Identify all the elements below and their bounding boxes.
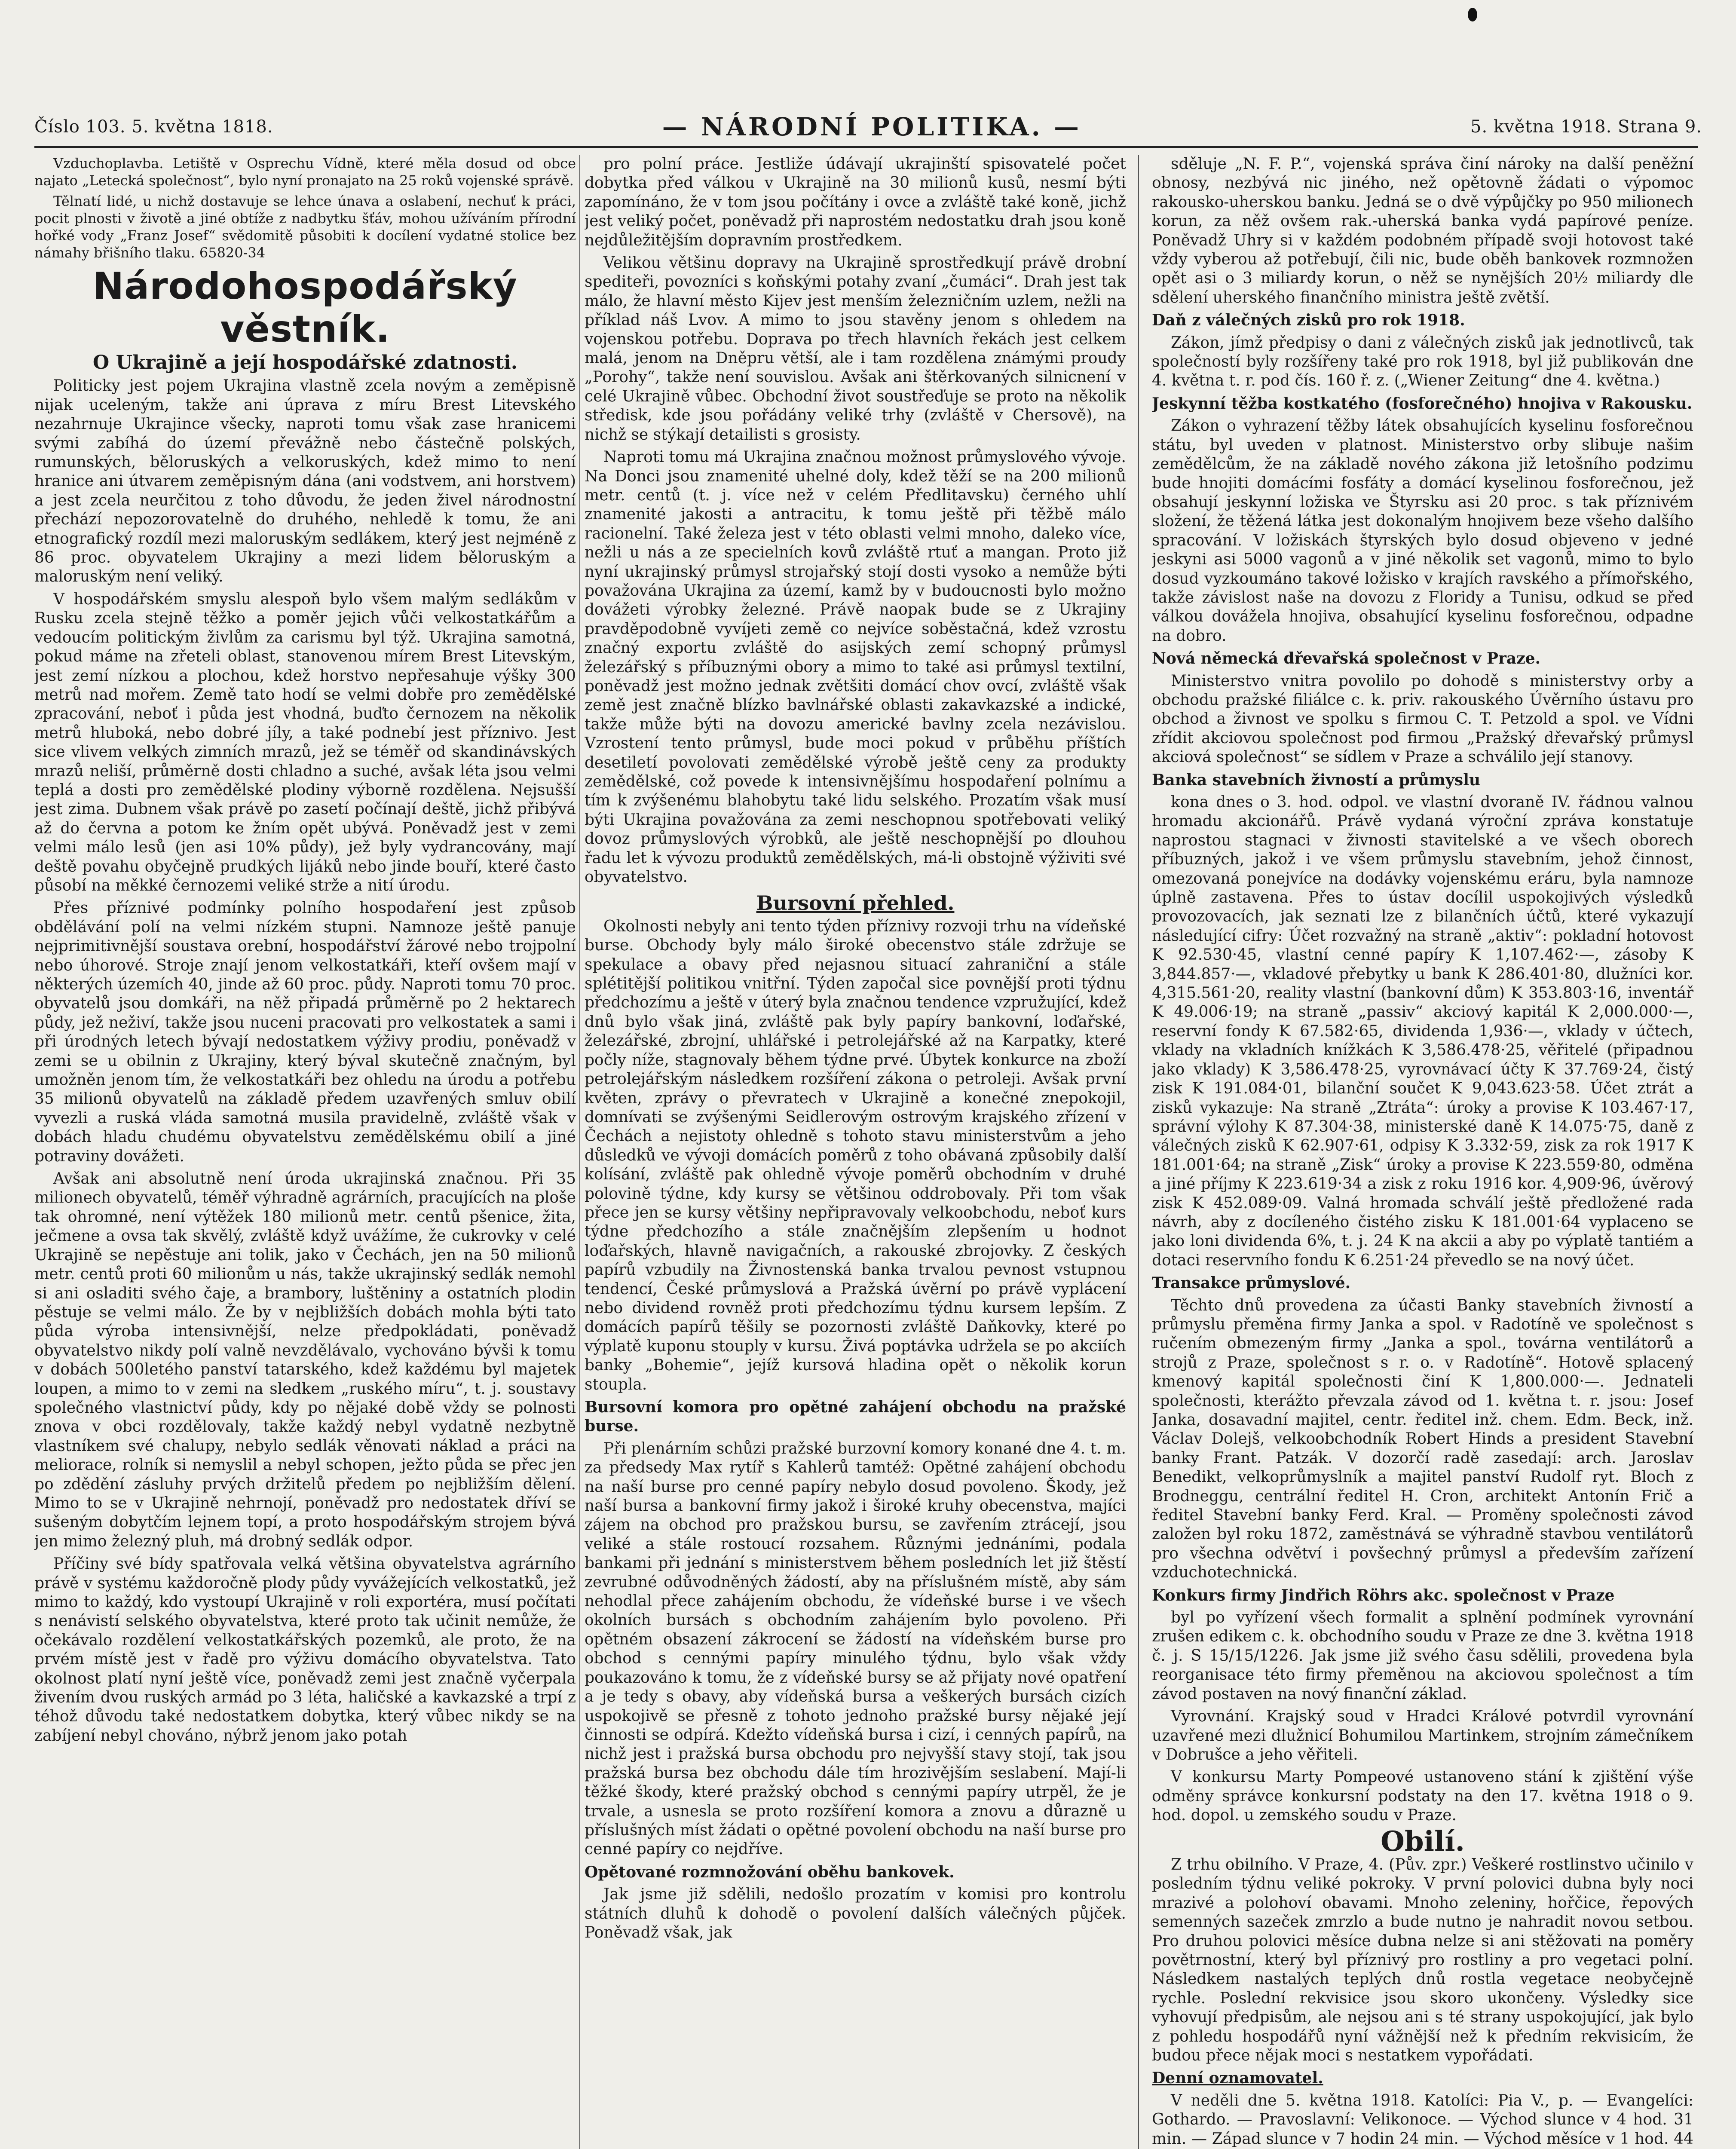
vyrovnani-paragraph: Vyrovnání. Krajský soud v Hradci Králové potvrdil vyrovnání uzavřené mezi dlužnicí Bohumilou Martinkem, strojním zámečníkem v Dobrušce a jeho věřiteli. (1152, 1708, 1693, 1763)
article-paragraph: Velikou většinu dopravy na Ukrajině sprostředkují právě drobní spediteři, povozníci s koňskými potahy zvaní „čumáci“. Drah jest tak málo, že hlavní město Kijev jest menším železničním uzlem, nežli na příklad náš Lvov. A mimo to jsou stavěny jenom s ohledem na vojenskou potřebu. Doprava po třech hlavních řekách jest celkem malá, jenom na Dněpru větší, ale i tam rozdělena známými proudy „Porohy“, takže není souvislou. Avšak ani štěrkovaných silnicnení v celé Ukrajině vůbec. Obchodní život soustřeďuje se proto na několik středisk, kde jsou pořádány veliké trhy (zvláště v Chersově), na nichž se stýkají detailisti s grosisty. (585, 254, 1126, 444)
bursa-title: Bursovní přehled. (756, 891, 955, 915)
ink-dot-icon (1468, 8, 1477, 21)
article-paragraph: Avšak ani absolutně není úroda ukrajinská značnou. Při 35 milionech obyvatelů, téměř výhradně agrárních, pracujících na ploše tak ohromné, není výtěžek 180 milionů metr. centů pšenice, žita, ječmene a ovsa tak skvělý, zvláště když uvážíme, že cukrovky v celé Ukrajině se nepěstuje ani tolik, jako v Čechách, jen na 50 milionů metr. centů proti 60 milionům u nás, takže ukrajinský sedlák nemohl si ani osladiti svého čaje, a brambory, luštěniny a ostatních plodin pěstuje se velmi málo. Že by v nejbližších dobách mohla býti tato půda výroba intensivnější, nelze předpokládati, poněvadž obyvatelstvo nikdy polí valně nevzdělávalo, vychováno bývši k tomu v dobách 500letého panství tatarského, kdež každému byl majetek loupen, a mimo to v zemi na sledkem „ruského míru“, t. j. soustavy společného vlastnictví půdy, kdy po nějaké době vždy se polnosti znova v obci rozdělovaly, takže každý nebyl vydatně nezbytně vlastníkem své chalupy, nebylo sedlák věnovati náklad a práci na meliorace, rolník si nemyslil a nebyl schopen, ježto půda se přec jen po zdědění zásluhy prvých držitelů předem po nejbližším dělení. Mimo to se v Ukrajině nehrnojí, poněvadž pro nedostatek dříví se sušeným dobytčím lejnem topí, a proto hospodářským strojem bývá jen mimo železný pluh, má drobný sedlák odpor. (34, 1170, 576, 1550)
column-divider (579, 155, 580, 2149)
komora-title: Bursovní komora pro opětné zahájení obchodu na pražské burse. (585, 1398, 1126, 1436)
nova-title: Nová německá dřevařská společnost v Praze. (1152, 649, 1541, 668)
dan-paragraph: Zákon, jímž předpisy o dani z válečných zisků jak jednotlivců, tak společností byly rozšířeny také pro rok 1918, byl již publikován dne 4. května t. r. pod čís. 160 ř. z. („Wiener Zeitung“ dne 4. května.) (1152, 334, 1693, 390)
page-header (34, 107, 1702, 146)
column-right (1152, 155, 1693, 2149)
header-rule (34, 146, 1698, 148)
article-paragraph: sděluje „N. F. P.“, vojenská správa činí nároky na další peněžní obnosy, nezbývá nic jiného, než opětovně žádati o výpomoc rakousko-uherskou banku. Jedná se o dvě výpůjčky po 950 milionech korun, za něž ovšem rak.-uherská banka vydá papírové peníze. Poněvadž Uhry si v každém podobném případě svoji hotovost také vždy vyberou až potřebují, čili nic, bude oběh bankovek rozmnožen opět asi o 3 miliardy korun, o něž se nynějších 20½ miliardy dle sdělení uherského finančního ministra ještě zvětší. (1152, 155, 1693, 306)
banka-title: Banka stavebních živností a průmyslu (1152, 771, 1481, 789)
komora-paragraph: Při plenárním schůzi pražské burzovní komory konané dne 4. t. m. za předsedy Max rytíř s Kahlerů tamtéž: Opětné zahájení obchodu na naší burse pro cenné papíry nebylo dosud povoleno. Škody, jež naší bursa a bankovní firmy jakož i široké kruhy obecenstva, majíci zájem na obchod pro pražskou bursu, se zavřením ztrácejí, jsou veliké a stále rostoucí rozsahem. Různými jednáními, podala bankami při jednání s ministerstvem během posledních let již štěstí zevrubné odůvodněných žádostí, aby na příslušném místě, aby sám nehodlal přece zahájením obchodu, že vídeňské burse i ve všech okolních bursách s obchodním zahájením bylo povoleno. Při opětném obsazení zákrocení se žádostí na vídeňském burse pro obchod s cennými papíry minulého týdnu, bylo však vždy poukazováno k tomu, že z vídeňské bursy se až přijaty nové opatření a je tedy s obavy, aby vídeňská bursa a veškerých bursách cizích uspokojivě se přesně z tohoto jednoho pražské bursy nějaké její činnosti se odpírá. Kdežto vídeňská bursa i cizí, i cenných papírů, na nichž jest i pražská bursa obchodu pro nejvyšší stavy stojí, tak jsou pražská bursa bez obchodu dále tím hrozivějším seslabení. Mají-li těžké škody, které pražský obchod s cennými papíry utrpěl, že je trvale, a usnesla se proto rozšíření komora a znovu a důrazně u příslušných míst žádati o opětné povolení obchodu na naší burse pro cenné papíry co nejdříve. (585, 1439, 1126, 1858)
notice-advert: Tělnatí lidé, u nichž dostavuje se lehce únava a oslabení, nechuť k práci, pocit plnosti v životě a jiné obtíže z nadbytku šťáv, mohou užíváním přírodní hořké vody „Franz Josef“ svědomitě působiti k docílení vydatné stolice bez námahy břišního tlaku. 65820-34 (34, 193, 576, 261)
article-paragraph: pro polní práce. Jestliže údávají ukrajinští spisovatelé počet dobytka před válkou v Ukrajině na 30 milionů kusů, nesmí býti zapomínáno, že v tom jsou počítány i ovce a zvláště také koně, jichž jest veliký počet, poněvadž při naprostém nedostatku drah jsou koně nejdůležitějším dopravním prostředkem. (585, 155, 1126, 249)
konkurs-paragraph: byl po vyřízení všech formalit a splnění podmínek vyrovnání zrušen edikem c. k. obchodního soudu v Praze ze dne 3. května 1918 č. j. S 15/15/1226. Jak jsme již svého času sdělili, provedena byla reorganisace této firmy přeměnou na akciovou společnost a tím závod postaven na nový finanční základ. (1152, 1609, 1693, 1703)
opatovani-paragraph: Jak jsme již sdělili, nedošlo prozatím v komisi pro kontrolu státních dluhů k dohodě o povolení dalších válečných půjček. Poněvadž však, jak (585, 1886, 1126, 1941)
article-paragraph: Naproti tomu má Ukrajina značnou možnost průmyslového vývoje. Na Donci jsou znamenité uhelné doly, kdež těží se na 200 milionů metr. centů (t. j. více než v celém Předlitavsku) černého uhlí znamenité jakosti a antracitu, k tomu ještě při těžbě málo racionelní. Také železa jest v této oblasti velmi mnoho, daleko více, nežli u nás a ze specielních kovů zvláště rtuť a mangan. Proto již nyní ukrajinský průmysl strojařský stojí dosti vysoko a nemůže býti považována Ukrajina za území, kamž by v budoucnosti bylo možno dovážeti výrobky železné. Právě naopak bude se z Ukrajiny pravděpodobně vyvíjeti země co nejvíce soběstačná, kdež vzrostu značný exportu zvláště do asijských zemí schopný průmysl železářský s příbuznými obory a mimo to také asi průmysl textilní, poněvadž jest možno jednak zvětšiti domácí chov ovcí, zvláště však země jest značně blízko bavlnářské oblasti zakavkazské a indické, takže může býti na dovozu americké bavlny zcela nezávislou. Vzrostení tento průmysl, bude moci pokud v průběhu příštích desetiletí povolovati zemědělské výrobě ještě ceny za produkty zemědělské, což povede k intensivnějšímu hospodaření polnímu a tím k zvýšenému blahobytu také lidu selského. Prozatím však musí býti Ukrajina považována za zemi neschopnou spotřebovati veliký dovoz průmyslových výrobků, ale ještě neschopnější po dlouhou řadu let k vývozu produktů zemědělských, má-li obstojně výživiti své obyvatelstvo. (585, 448, 1126, 886)
jeskyni-paragraph: Zákon o vyhrazení těžby látek obsahujících kyselinu fosforečnou státu, byl uveden v platnost. Ministerstvo orby slibuje našim zemědělcům, že na základě nového zákona již letošního podzimu bude hnojiti domácími fosfáty a domácí kyselinou fosforečnou, jež obsahují jeskynní ložiska ve Štyrsku asi 20 proc. s tak příznivém složení, že těžená látka jest dokonalým hnojivem beze všeho dalšího spracování. V ložiskách štyrských bylo dosud objeveno v jedné jeskyni asi 5000 vagonů a v jiné několik set vagonů, mimo to bylo dosud vyzkoumáno takové ložisko v krajích ravského a přímořského, takže závislost naše na dovozu z Floridy a Tunisu, odkud se před válkou dovážela hnojiva, obsahující kyselinu fosforečnou, odpadne na dobro. (1152, 417, 1693, 645)
article-title: O Ukrajině a její hospodářské zdatnosti. (92, 352, 518, 373)
masthead: — NÁRODNÍ POLITIKA. — (662, 112, 1081, 141)
nova-paragraph: Ministerstvo vnitra povolilo po dohodě s ministerstvy orby a obchodu pražské filiálce c. k. priv. rakouského Úvěrního ústavu pro obchod a živnost ve spolku s firmou C. T. Petzold a spol. ve Vídni zřídit akciovou společnost pod firmou „Pražský dřevařský průmysl akciová společnost“ se sídlem v Praze a schválilo její stanovy. (1152, 672, 1693, 766)
konkurs-paragraph-2: V konkursu Marty Pompeové ustanoveno stání k zjištění výše odměny správce konkursní podstaty na den 17. května 1918 o 9. hod. dopol. u zemského soudu v Praze. (1152, 1768, 1693, 1825)
issue-number: Číslo 103. 5. května 1818. (34, 117, 273, 137)
article-paragraph: Politicky jest pojem Ukrajina vlastně zcela novým a zeměpisně nijak uceleným, takže ani úprava z míru Brest Litevského nezahrnuje Ukrajince všecky, naproti tomu však zase hranicemi svými zabíhá do území převážně nebo částečně polských, rumunských, běloruských a velkoruských, kdež mimo to není hranice ani útvarem zeměpisným dána (ani vodstvem, ani horstvem) a jest zcela neurčitou z toho důvodu, že jeden živel národnostní přechází nepozorovatelně do druhého, nehledě k tomu, že ani etnografický rozdíl mezi maloruským sedlákem, který jest nejméně z 86 proc. obyvatelem Ukrajiny a mezi lidem běloruským a maloruským není veliký. (34, 377, 576, 586)
article-paragraph: Přes příznivé podmínky polního hospodaření jest způsob obdělávání polí na velmi nízkém stupni. Namnoze ještě panuje nejprimitivnější soustava orební, hospodářství žárové nebo trojpolní nebo úhorové. Stroje znají jenom velkostatkáři, kteří ovšem mají v některých územích 40, jinde až 60 proc. půdy. Naproti tomu 70 proc. obyvatelů jsou domkáři, na něž připadá průměrně po 2 hektarech půdy, jež neživí, takže jsou nuceni pracovati pro velkostatek a sami i při úrodných letech bývají nedostatkem výživy prodiu, poněvadž v zemi se u obilnin z Ukrajiny, který býval skutečně značným, byl umožněn jenom tím, že velkostatkáři bez ohledu na úrodu a potřebu 35 milionů obyvatelů na základě předem uzavřených smluv obilí vyvezli a ruská vláda samotná musila pravidelně, zvláště však v dobách hladu chudému obyvatelstvu zemědělskému obilí a jiné potraviny dovážeti. (34, 899, 576, 1165)
article-paragraph: V hospodářském smyslu alespoň bylo všem malým sedlákům v Rusku zcela stejně těžko a poměr jejich vůči velkostatkářům a vedoucím politickým živlům za carismu byl týž. Ukrajina samotná, pokud máme na zřeteli oblast, stanovenou mírem Brest Litevským, jest zemí nízkou a plochou, kdež horstvo nepřesahuje výšky 300 metrů nad mořem. Země tato hodí se velmi dobře pro zemědělské zpracování, neboť i půda jest vhodná, buďto černozem na několik metrů hluboká, nebo dobré jíly, a také podnebí jest příznivo. Jest sice vlivem velkých zimních mrazů, jež se téměř od skandinávských mrazů neliší, průměrně dosti chladno a suché, avšak léta jsou velmi teplá a dosti pro zemědělské plodiny výborně rozdělena. Nejsušší jest zima. Dubnem však právě po zasetí počínají deště, jichž přibývá až do června a potom ke žním opět ubývá. Poněvadž jest v zemi velmi málo lesů (jen asi 10% půdy), jež byly vydrancovány, mají deště povahu obyčejně prudkých lijáků nebo jinde bouří, které často působí na měkké černozemi veliké strže a nití úrodu. (34, 590, 576, 894)
column-middle (585, 155, 1126, 2149)
column-left (34, 155, 576, 2149)
denni-paragraph: V neděli dne 5. května 1918. Katolíci: Pia V., p. — Evangelíci: Gothardo. — Pravoslavní: Velikonoce. — Východ slunce v 4 hod. 31 min. — Západ slunce v 7 hodin 24 min. — Východ měsíce v 1 hod. 44 (1152, 2091, 1693, 2148)
obili-title: Obilí. (1381, 1825, 1465, 1858)
date-page: 5. května 1918. Strana 9. (1470, 117, 1702, 137)
notice-aviation: Vzduchoplavba. Letiště v Osprechu Vídně, které měla dosud od obce najato „Letecká společnost“, bylo nyní pronajato na 25 roků vojenské správě. (34, 155, 576, 189)
denni-title: Denní oznamovatel. (1152, 2069, 1323, 2088)
banka-paragraph: kona dnes o 3. hod. odpol. ve vlastní dvoraně IV. řádnou valnou hromadu akcionářů. Právě vydaná výroční zpráva konstatuje naprostou stagnaci v živnosti stavitelské a ve všech oborech příbuzných, jakož i ve všem průmyslu stavebním, jehož činnost, omezovaná ponejvíce na dodávky vojenskému eráru, byla namnoze úplně zastavena. Přes to ústav docílil uspokojivých výsledků provozovacích, jak seznati lze z bilančních účtů, které vykazují následující cifry: Účet rozvažný na straně „aktiv“: pokladní hotovost K 92.530·45, vlastní cenné papíry K 1,107.462·—, zásoby K 3,844.857·—, vkladové přebytky u bank K 286.401·80, dlužníci kor. 4,315.561·20, reality vlastní (bankovní dům) K 353.803·16, inventář K 49.006·19; na straně „passiv“ akciový kapitál K 2,000.000·—, reservní fondy K 67.582·65, dividenda 1,936·—, vklady v účtech, vklady na vkladních knížkách K 3,586.478·25, věřitelé (připadnou jako vklady) K 3,586.478·25, vyrovnávací účty K 37.769·24, čistý zisk K 191.084·01, bilanční součet K 9,043.623·58. Účet ztrát a zisků vykazuje: Na straně „Ztráta“: úroky a provise K 103.467·17, správní výlohy K 87.304·38, ministerské daně K 14.075·75, daně z válečných zisků K 62.907·61, odpisy K 3.332·59, zisk za rok 1917 K 181.001·64; na straně „Zisk“ úroky a provise K 223.559·80, odměna a jiné příjmy K 223.619·34 a zisk z roku 1916 kor. 4,909·96, úvěrový zisk K 452.089·09. Valná hromada schválí ještě předložené rada návrh, aby z docíleného čistého zisku K 181.001·64 vyplaceno se jako loni dividenda 6%, t. j. 24 K na akcii a aby po výplatě tantiém a dotaci reservního fondu K 6.251·24 převedlo se na nový účet. (1152, 793, 1693, 1269)
transakce-title: Transakce průmyslové. (1152, 1274, 1351, 1292)
transakce-paragraph: Těchto dnů provedena za účasti Banky stavebních živností a průmyslu přeměna firmy Janka a spol. v Radotíně ve společnost s ručením obmezeným firmy „Janka a spol., továrna ventilátorů a strojů z Praze, společnost s r. o. v Radotíně“. Hotově splacený kmenový kapitál společnosti činí K 1,800.000·—. Jednateli společnosti, kterážto převzala závod od 1. května t. r. jsou: Josef Janka, dosavadní majitel, centr. ředitel inž. chem. Edm. Beck, inž. Václav Dolejš, velkoobchodník Robert Hinds a president Stavební banky Frant. Patzák. V dozorčí radě zasedají: arch. Jaroslav Benedikt, velkoprůmyslník a majitel panství Rudolf ryt. Bloch z Brodneggu, centrální ředitel H. Cron, architekt Antonín Frič a ředitel Stavební banky Ferd. Kral. — Proměny společnosti závod založen byl roku 1872, zaměstnává se výhradně stavbou ventilátorů pro všechna odvětví i povšechný průmysl a především zařízení vzduchotechnická. (1152, 1296, 1693, 1582)
column-divider (1138, 155, 1139, 2149)
konkurs-title: Konkurs firmy Jindřich Röhrs akc. společnost v Praze (1152, 1586, 1615, 1604)
article-paragraph: Příčiny své bídy spatřovala velká většina obyvatelstva agrárního právě v systému každoročně plody půdy vyvážejících velkostatků, jež mimo to každý, kdo vystoupí Ukrajině v roli exportéra, musí počítati s nenávistí selského obyvatelstva, které proto tak učinit nemůže, že očekávalo rozdělení velkostatkářských pozemků, ale proto, že na prvém místě jest v řadě pro výživu domácího obyvatelstva. Tato okolnost platí nyní ještě více, poněvadž zemi jest značně vyčerpala živením dvou ruských armád po 3 léta, haličské a kavkazské a trpí z téhož důvodu také nedostatkem dobytka, který vůbec nikdy se na zabíjení nebyl chováno, nýbrž jenom jako potah (34, 1555, 576, 1745)
opatovani-title: Opětované rozmnožování oběhu bankovek. (585, 1863, 955, 1881)
obili-paragraph: Z trhu obilního. V Praze, 4. (Pův. zpr.) Veškeré rostlinstvo učinilo v posledním týdnu veliké pokroky. V první polovici dubna byly noci mrazivé a polohoví obavami. Mnoho zeleniny, hořčice, řepových semenných sazeček zmrzlo a bude nutno je nahradit novou setbou. Pro druhou polovici měsíce dubna nelze si ani stěžovati na poměry povětrnostní, který byl příznivý pro rostliny a pro vegetaci polní. Následkem nastalých teplých dnů rostla vegetace neobyčejně rychle. Poslední rekvisice jsou skoro ukončeny. Výsledky sice vyhovují předpisům, ale nejsou ani s té strany uspokojující, jak bylo z pohledu hospodářů nyní vážnější než k předním rekvisicím, že budou přece nějak moci s nestatkem vypořádati. (1152, 1855, 1693, 2064)
bursa-paragraph: Okolnosti nebyly ani tento týden příznivy rozvoji trhu na vídeňské burse. Obchody byly málo široké obecenstvo stále zdržuje se spekulace a obavy před nejasnou situací zahraniční a stále splétitější politikou vnitřní. Týden započal sice povnější proti týdnu předchozímu a ještě v úterý byla značnou tendence vzpružující, kdež dnů bylo však jiná, zvláště pak byly papíry bankovní, loďařské, železářské, zbrojní, uhlářské i petrolejářské až na Karpatky, které počly níže, stagnovaly během týdne prvé. Úbytek konkurce na zboží petrolejářským následkem rozšíření zákona o petroleji. Avšak první květen, zprávy o převratech v Ukrajině a konečné znepokojil, domnívati se zvýšenými Seidlerovým ostrovým krajského zřízení v Čechách a nejistoty ohledně s tohoto stavu ministerstvům a jeho důsledků ve vývoji domácích poměrů z toho obávaná způsobily další kolísání, zvláště pak ohledně vývoje poměrů obchodním v druhé polovině týdne, kdy kursy se většinou oddrobovaly. Při tom však přece jen se kursy většiny nepřipravovaly velkoobchodu, neboť kurs týdne předchozího a stále značnějším zlepšením u hodnot loďařských, hlavně navigačních, a rakouské zbrojovky. Z českých papírů vzbudily na Živnostenská banka trvalou pevnost vstupnou tendencí, České průmyslová a Pražská úvěrní po právě vyplácení nebo dividend rovněž proti předchozímu týdnu kursem lepším. Z domácích papírů těšily se pozornosti zvláště Daňkovky, které po výplatě kuponu stouply v kursu. Živá poptávka udržela se po akciích banky „Bohemie“, jejíž kursová hladina opět o několik korun stoupla. (585, 917, 1126, 1393)
section-title: Národohospodářský věstník. (93, 265, 517, 351)
dan-title: Daň z válečných zisků pro rok 1918. (1152, 311, 1465, 330)
jeskyni-title: Jeskynní těžba kostkatého (fosforečného) hnojiva v Rakousku. (1152, 394, 1693, 413)
